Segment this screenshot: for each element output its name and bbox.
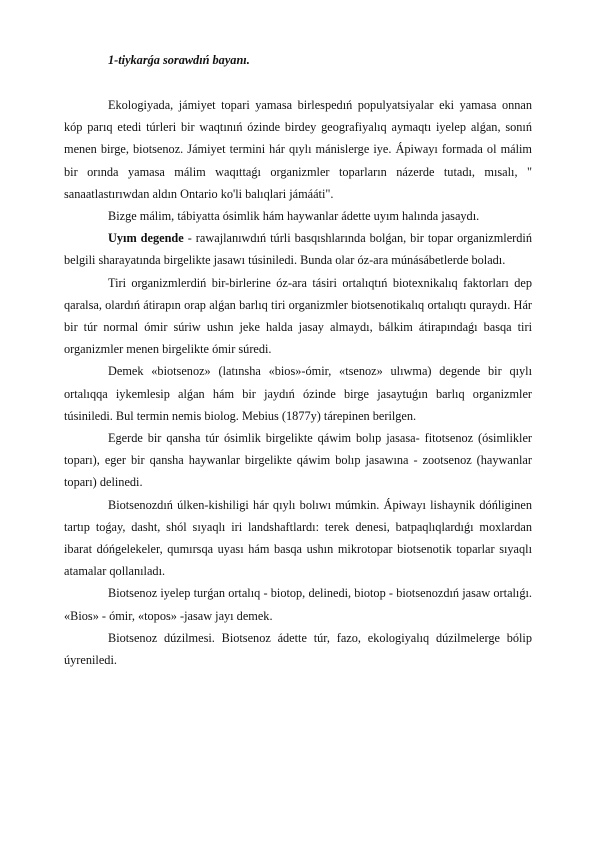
paragraph: Bizge málim, tábiyatta ósimlik hám haywanlar ádette uyım halında jasaydı. <box>108 209 480 224</box>
paragraph <box>64 227 532 271</box>
paragraph: Demek «biotsenoz» (latınsha «bios»-ómir, «tsenoz» ulıwma) degende bir qıylı ortalıqqa iykemlesip alǵan hám bir jaydıń ózinde birge jasaytuǵın barlıq organizmler túsiniledi. Bul termin nemis biolog. Mebius (1877y) tárepinen berilgen. <box>64 364 532 423</box>
paragraph-text: - rawajlanıwdıń túrli basqıshlarında bolǵan, bir topar organizmlerdiń belgili sharayatında birgelikte jasawı túsiniledi. Bunda olar óz-ara múnásábetlerde boladı. <box>64 231 532 268</box>
document-body <box>64 94 532 671</box>
bold-term: Uyım degende <box>108 231 184 246</box>
paragraph: Biotsenoz iyelep turǵan ortalıq - biotop, delinedi, biotop - biotsenozdıń jasaw ortalıǵı. «Bios» - ómir, «topos» -jasaw jayı demek. <box>64 586 532 623</box>
paragraph: Ekologiyada, jámiyet topari yamasa birlespedıń populyatsiyalar eki yamasa onnan kóp parıq etedi túrleri bir waqtınıń ózinde birdey geografiyalıq aymaqtı iyelep alǵan, sonıń menen birge, biotsenoz. Jámiyet termini hár qıylı mánislerge iye. Ápiwayı formada ol málim bir orında yamasa málim waqıttaǵı organizmler toparların názerde tutadı, mısalı, " sanaatlastırıwdan aldın Ontario ko'li balıqlari jámááti". <box>64 98 532 201</box>
paragraph: Biotsenoz dúzilmesi. Biotsenoz ádette túr, fazo, ekologiyalıq dúzilmelerge bólip úyreniledi. <box>64 630 532 668</box>
section-heading: 1-tiykarǵa sorawdıń bayanı. <box>108 53 250 67</box>
paragraph: Tiri organizmlerdiń bir-birlerine óz-ara tásiri ortalıqtıń biotexnikalıq faktorları dep qaralsa, olardıń átirapın orap alǵan barlıq tiri organizmler biotsenotikalıq ortalıqtı quraydı. Hár bir túr normal ómir súriw ushın jeke halda jasay almaydı, bálkim átirapındaǵı basqa tiri organizmler menen birgelikte ómir súredi. <box>64 275 532 357</box>
paragraph: Egerde bir qansha túr ósimlik birgelikte qáwim bolıp jasasa- fitotsenoz (ósimlikler toparı), eger bir qansha haywanlar birgelikte qáwim bolıp jasawına - zootsenoz (haywanlar toparı) delinedi. <box>64 431 532 490</box>
paragraph: Biotsenozdıń úlken-kishiligi hár qıylı bolıwı múmkin. Ápiwayı lishaynik dóńliginen tartıp toǵay, dasht, shól sıyaqlı iri landshaftlardı: terek denesi, batpaqlıqlardıǵı moxlardan ibarat dóńgelekeler, qumırsqa uyası hám basqa ushın mikrotopar biotsenotik toparlar sıyaqlı atamalar qollanıladı. <box>64 497 532 579</box>
